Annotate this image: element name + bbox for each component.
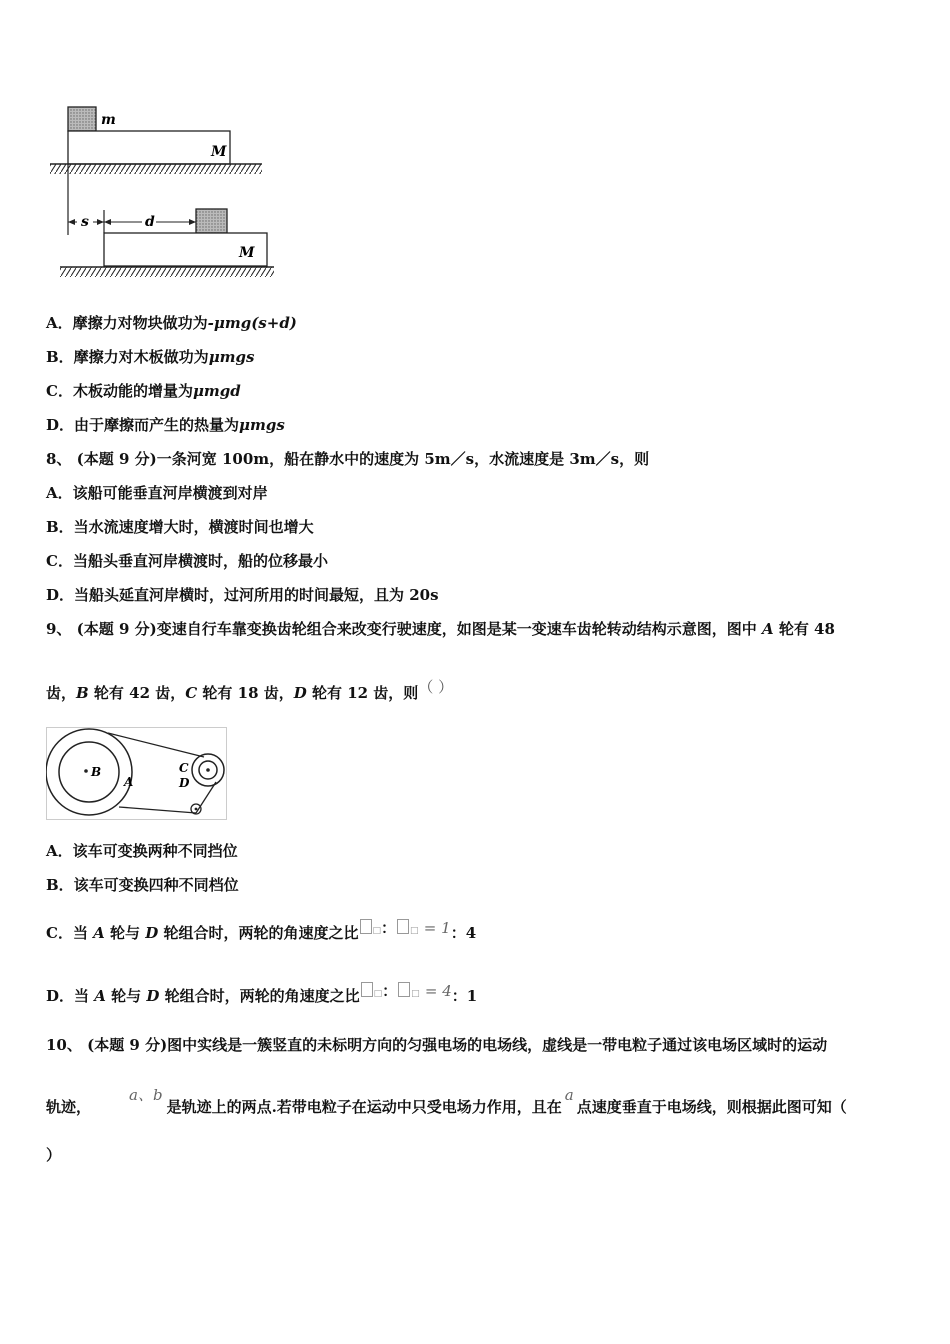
omega-placeholder-4 bbox=[398, 982, 410, 997]
q8-stem: 8、 (本题 9 分)一条河宽 100m，船在静水中的速度为 5m／s，水流速度是 3m／s，则 bbox=[46, 450, 650, 468]
block-board-figure bbox=[46, 100, 276, 285]
q10-stem-line2: 轨迹，a、b是轨迹上的两点.若带电粒子在运动中只受电场力作用，且在a点速度垂直于电场线，则根据此图可知（ bbox=[46, 1086, 847, 1116]
q8-option-b: B．当水流速度增大时，横渡时间也增大 bbox=[46, 518, 314, 536]
q9-stem-line1: 9、 (本题 9 分)变速自行车靠变换齿轮组合来改变行驶速度，如图是某一变速车齿轮转动结构示意图，图中 A 轮有 48 bbox=[46, 620, 835, 638]
q8-option-d: D．当船头延直河岸横时，过河所用的时间最短，且为 20s bbox=[46, 586, 439, 604]
q7-option-c: C．木板动能的增量为μmgd bbox=[46, 382, 241, 400]
q10-stem-line3: ） bbox=[46, 1146, 62, 1164]
label-M-bottom: M bbox=[239, 245, 255, 261]
q9-option-d: D．当 A 轮与 D 轮组合时，两轮的角速度之比 □： □ = 4：1 bbox=[46, 982, 478, 1005]
label-m: m bbox=[101, 112, 116, 128]
q9-option-b: B．该车可变换四种不同档位 bbox=[46, 876, 239, 894]
omega-placeholder-2 bbox=[397, 919, 409, 934]
omega-placeholder-3 bbox=[361, 982, 373, 997]
q7-option-a: A．摩擦力对物块做功为-μmg(s+d) bbox=[46, 314, 297, 332]
q8-option-a: A．该船可能垂直河岸横渡到对岸 bbox=[46, 484, 268, 502]
q7-option-b: B．摩擦力对木板做功为μmgs bbox=[46, 348, 255, 366]
q7-option-d: D．由于摩擦而产生的热量为μmgs bbox=[46, 416, 285, 434]
points-ab: a、b bbox=[129, 1086, 163, 1104]
q9-option-a: A．该车可变换两种不同挡位 bbox=[46, 842, 238, 860]
label-s: s bbox=[81, 214, 89, 230]
label-M-top: M bbox=[211, 144, 227, 160]
q9-stem-line2: 齿，B 轮有 42 齿，C 轮有 18 齿，D 轮有 12 齿，则（ ） bbox=[46, 678, 454, 702]
answer-paren: （ ） bbox=[418, 678, 454, 696]
label-D: D bbox=[179, 776, 190, 790]
q8-option-c: C．当船头垂直河岸横渡时，船的位移最小 bbox=[46, 552, 328, 570]
gear-figure bbox=[46, 727, 230, 821]
block-m-bottom bbox=[196, 209, 227, 233]
q9-option-c: C．当 A 轮与 D 轮组合时，两轮的角速度之比 □： □ = 1：4 bbox=[46, 919, 477, 942]
omega-placeholder-1 bbox=[360, 919, 372, 934]
q10-stem-line1: 10、 (本题 9 分)图中实线是一簇竖直的未标明方向的匀强电场的电场线，虚线是一带电粒子通过该电场区域时的运动 bbox=[46, 1036, 828, 1054]
label-B: B bbox=[91, 765, 102, 779]
block-m-top bbox=[68, 107, 96, 131]
label-C: C bbox=[179, 761, 189, 775]
point-a: a bbox=[564, 1086, 574, 1104]
label-d: d bbox=[145, 214, 155, 230]
board-top bbox=[68, 131, 230, 164]
label-A: A bbox=[124, 775, 134, 789]
